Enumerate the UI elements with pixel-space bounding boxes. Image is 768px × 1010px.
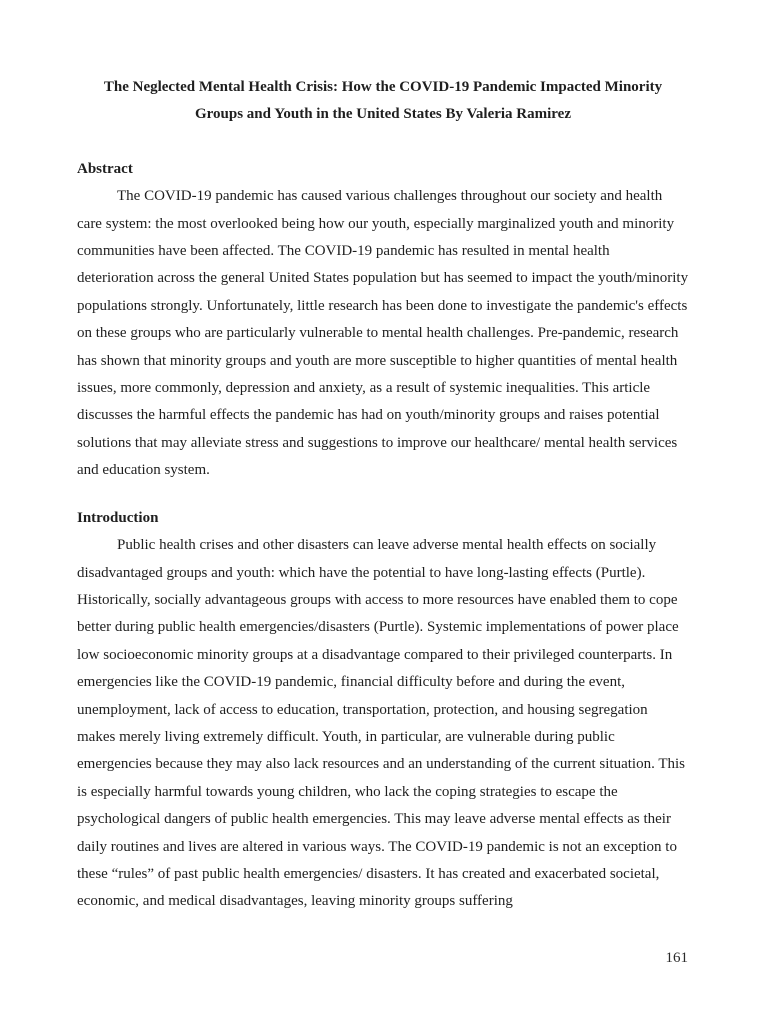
paper-title: [77, 74, 689, 129]
abstract-heading: Abstract: [77, 160, 133, 177]
introduction-heading: Introduction: [77, 509, 159, 526]
abstract-paragraph: The COVID-19 pandemic has caused various challenges throughout our society and health care system: the most overlooked being how our youth, especially marginalized youth and minority communities have been affected. The COVID-19 pandemic has resulted in mental health deterioration across the general United States population but has seemed to impact the youth/minority populations strongly. Unfortunately, little research has been done to investigate the pandemic's effects on these groups who are particularly vulnerable to mental health challenges. Pre-pandemic, research has shown that minority groups and youth are more susceptible to higher quantities of mental health issues, more commonly, depression and anxiety, as a result of systemic inequalities. This article discusses the harmful effects the pandemic has had on youth/minority groups and raises potential solutions that may alleviate stress and suggestions to improve our healthcare/ mental health services and education system.: [77, 188, 689, 479]
paper-title-line-2: Groups and Youth in the United States By Valeria Ramirez: [194, 106, 571, 123]
introduction-paragraph: Public health crises and other disasters can leave adverse mental health effects on socially disadvantaged groups and youth: which have the potential to have long-lasting effects (Purtle). Historically, socially advantageous groups with access to more resources have enabled them to cope better during public health emergencies/disasters (Purtle). Systemic implementations of power place low socioeconomic minority groups at a disadvantage compared to their privileged counterparts. In emergencies like the COVID-19 pandemic, financial difficulty before and during the event, unemployment, lack of access to education, transportation, protection, and housing segregation makes merely living extremely difficult. Youth, in particular, are vulnerable during public emergencies because they may also lack resources and an understanding of the current situation. This is especially harmful towards young children, who lack the coping strategies to escape the psychological dangers of public health emergencies. This may leave adverse mental effects as their daily routines and lives are altered in various ways. The COVID-19 pandemic is not an exception to these “rules” of past public health emergencies/ disasters. It has created and exacerbated societal, economic, and medical disadvantages, leaving minority groups suffering: [77, 537, 685, 910]
paper-title-line-1: The Neglected Mental Health Crisis: How the COVID-19 Pandemic Impacted Minority: [103, 79, 663, 95]
page-number: 161: [665, 950, 688, 966]
page-content: [77, 74, 689, 916]
